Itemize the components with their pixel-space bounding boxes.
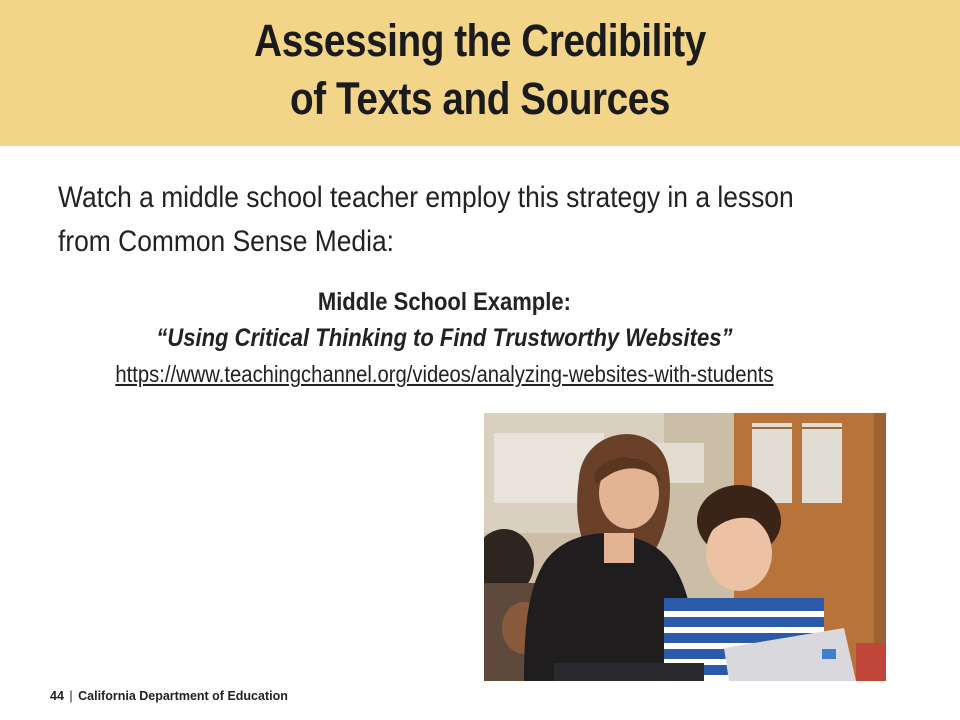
slide-title xyxy=(67,0,893,128)
example-title: “Using Critical Thinking to Find Trustworthy Websites” xyxy=(156,324,733,352)
intro-paragraph xyxy=(58,176,832,264)
example-block xyxy=(0,284,889,392)
slide-title-line-2: of Texts and Sources xyxy=(290,73,670,124)
example-label: Middle School Example: xyxy=(317,288,571,316)
page-number: 44 xyxy=(50,689,64,703)
intro-line-2: from Common Sense Media: xyxy=(58,225,394,258)
intro-line-1: Watch a middle school teacher employ this strategy in a lesson xyxy=(58,181,794,214)
classroom-photo-illustration xyxy=(484,413,886,681)
footer-organization: California Department of Education xyxy=(78,689,288,703)
title-band xyxy=(0,0,960,146)
classroom-video-thumbnail[interactable] xyxy=(484,413,886,681)
slide-title-line-1: Assessing the Credibility xyxy=(254,15,706,66)
example-url-link[interactable]: https://www.teachingchannel.org/videos/analyzing-websites-with-students xyxy=(115,361,774,387)
footer xyxy=(50,689,288,703)
footer-separator: | xyxy=(69,689,73,703)
